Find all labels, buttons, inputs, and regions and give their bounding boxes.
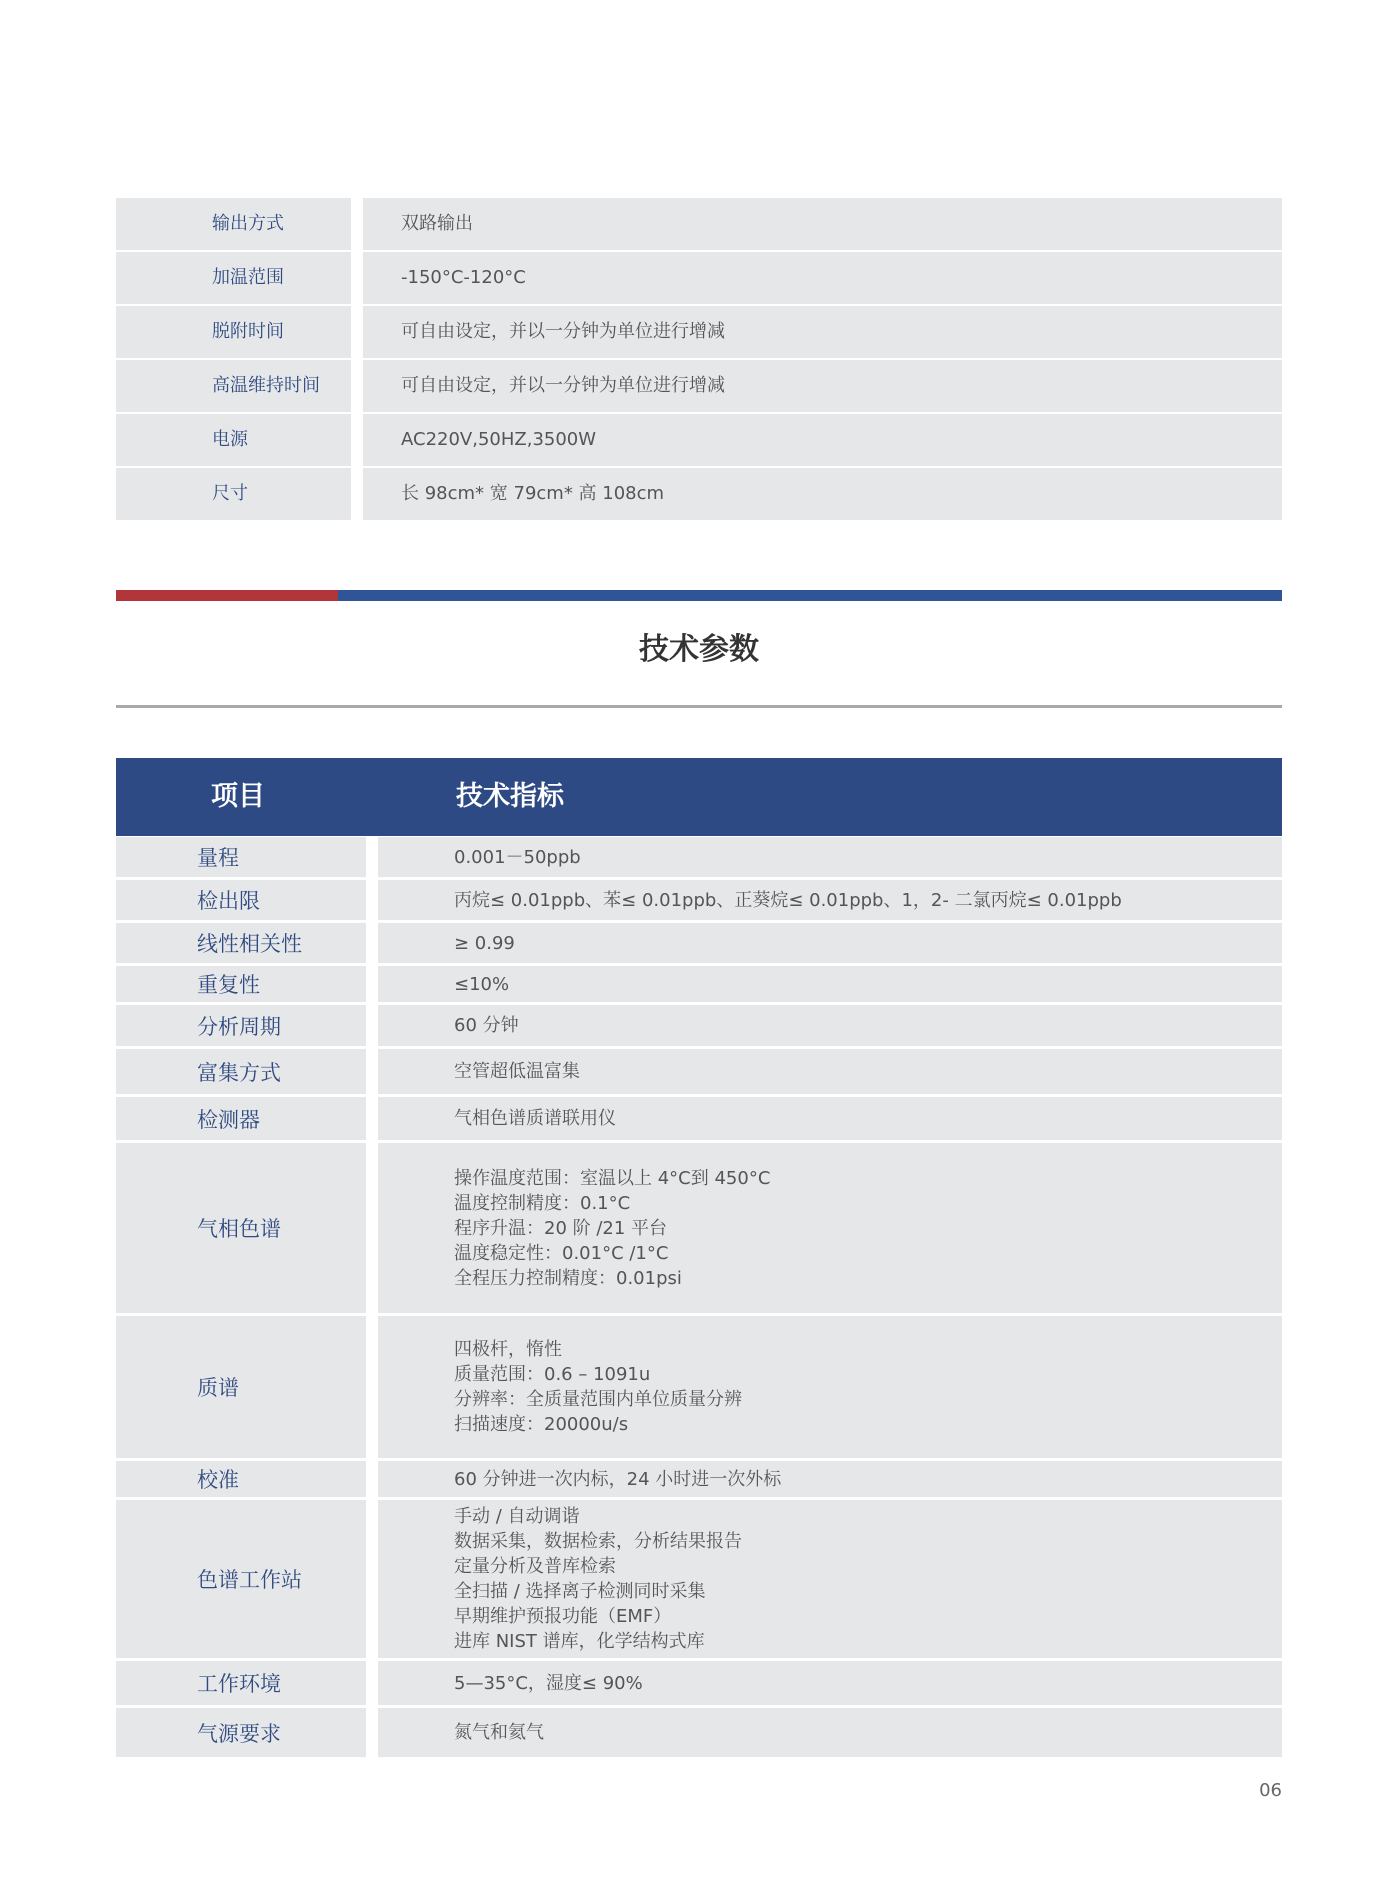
spec-row-label: 检测器 <box>116 1097 366 1140</box>
top-table-value: 长 98cm* 宽 79cm* 高 108cm <box>363 468 1282 520</box>
top-table-label: 加温范围 <box>116 252 351 304</box>
top-table-label: 高温维持时间 <box>116 360 351 412</box>
spec-value-line: 温度控制精度：0.1°C <box>454 1192 631 1214</box>
spec-row-label: 分析周期 <box>116 1005 366 1046</box>
spec-table-row <box>116 923 1282 963</box>
header-item-label: 项目 <box>211 781 265 812</box>
spec-value-line: 5—35°C，湿度≤ 90% <box>454 1672 643 1694</box>
spec-table-row <box>116 837 1282 877</box>
spec-value-line: 全程压力控制精度：0.01psi <box>454 1267 682 1289</box>
spec-row-value <box>378 1005 1282 1046</box>
spec-value-line: 扫描速度：20000u/s <box>454 1414 629 1435</box>
spec-row-label: 气源要求 <box>116 1708 366 1757</box>
top-table-label: 脱附时间 <box>116 306 351 358</box>
spec-row-label: 量程 <box>116 837 366 877</box>
spec-table-row <box>116 1461 1282 1497</box>
spec-table-row <box>116 1097 1282 1140</box>
spec-table-row <box>116 880 1282 920</box>
spec-row-label: 检出限 <box>116 880 366 920</box>
spec-table-row <box>116 1143 1282 1313</box>
spec-value-line: 四极杆，惰性 <box>454 1339 562 1360</box>
spec-row-label: 重复性 <box>116 966 366 1002</box>
spec-row-label: 质谱 <box>116 1316 366 1458</box>
spec-value-line: 手动 / 自动调谐 <box>454 1506 580 1527</box>
spec-table-row <box>116 1005 1282 1046</box>
spec-value-line: 氮气和氦气 <box>454 1722 544 1743</box>
spec-value-line: 气相色谱质谱联用仪 <box>454 1108 616 1129</box>
section-accent-bar-blue <box>338 590 1282 601</box>
spec-row-value <box>378 1097 1282 1140</box>
top-table-label: 电源 <box>116 414 351 466</box>
spec-row-label: 校准 <box>116 1461 366 1497</box>
spec-value-line: 60 分钟进一次内标，24 小时进一次外标 <box>454 1468 782 1490</box>
spec-table-row <box>116 966 1282 1002</box>
spec-row-value <box>378 1500 1282 1658</box>
spec-table-header <box>116 758 1282 836</box>
spec-row-value <box>378 1143 1282 1313</box>
section-title-rule <box>116 705 1282 708</box>
top-table-row <box>116 198 1282 250</box>
spec-row-label: 工作环境 <box>116 1661 366 1705</box>
section-title: 技术参数 <box>639 632 759 667</box>
top-table-row <box>116 252 1282 304</box>
spec-value-line: 温度稳定性：0.01°C /1°C <box>454 1242 669 1264</box>
top-table-row <box>116 306 1282 358</box>
top-table-row <box>116 414 1282 466</box>
spec-row-value <box>378 1461 1282 1497</box>
spec-value-line: 早期维护预报功能（EMF） <box>454 1606 672 1627</box>
spec-table-body <box>116 837 1282 1760</box>
spec-value-line: 分辨率：全质量范围内单位质量分辨 <box>454 1389 742 1410</box>
top-table-value: -150°C-120°C <box>363 252 1282 304</box>
spec-table-row <box>116 1708 1282 1757</box>
spec-value-line: 0.001－50ppb <box>454 846 581 868</box>
spec-value-line: 质量范围：0.6 – 1091u <box>454 1364 651 1385</box>
top-table-value: AC220V,50HZ,3500W <box>363 414 1282 466</box>
spec-row-value <box>378 880 1282 920</box>
top-table-value: 可自由设定，并以一分钟为单位进行增减 <box>363 306 1282 358</box>
spec-table-row <box>116 1049 1282 1094</box>
top-table-value: 双路输出 <box>363 198 1282 250</box>
spec-value-line: 定量分析及普库检索 <box>454 1556 616 1577</box>
top-table-value: 可自由设定，并以一分钟为单位进行增减 <box>363 360 1282 412</box>
spec-value-line: 程序升温：20 阶 /21 平台 <box>454 1217 668 1239</box>
top-table-row <box>116 468 1282 520</box>
section-accent-bar-red <box>116 590 338 601</box>
spec-row-label: 气相色谱 <box>116 1143 366 1313</box>
spec-table-row <box>116 1661 1282 1705</box>
spec-value-line: 进库 NIST 谱库，化学结构式库 <box>454 1631 705 1652</box>
spec-value-line: 全扫描 / 选择离子检测同时采集 <box>454 1581 706 1602</box>
spec-row-value <box>378 1316 1282 1458</box>
spec-row-label: 富集方式 <box>116 1049 366 1094</box>
top-spec-table <box>116 198 1282 522</box>
header-spec-label: 技术指标 <box>456 781 564 812</box>
spec-value-line: 数据采集，数据检索，分析结果报告 <box>454 1531 742 1552</box>
spec-value-line: 操作温度范围：室温以上 4°C到 450°C <box>454 1167 771 1189</box>
spec-value-line: 丙烷≤ 0.01ppb、苯≤ 0.01ppb、正葵烷≤ 0.01ppb、1，2- 二氯丙烷≤ 0.01ppb <box>454 889 1122 911</box>
spec-table-row <box>116 1316 1282 1458</box>
top-table-label: 输出方式 <box>116 198 351 250</box>
spec-row-label: 线性相关性 <box>116 923 366 963</box>
spec-row-label: 色谱工作站 <box>116 1500 366 1658</box>
spec-row-value <box>378 837 1282 877</box>
spec-value-line: ≤10% <box>454 973 510 995</box>
spec-row-value <box>378 1661 1282 1705</box>
spec-row-value <box>378 966 1282 1002</box>
spec-value-line: 60 分钟 <box>454 1015 519 1036</box>
page-number: 06 <box>1259 1780 1282 1801</box>
spec-row-value <box>378 1049 1282 1094</box>
spec-table-row <box>116 1500 1282 1658</box>
top-table-label: 尺寸 <box>116 468 351 520</box>
spec-value-line: 空管超低温富集 <box>454 1061 580 1082</box>
top-table-row <box>116 360 1282 412</box>
spec-row-value <box>378 923 1282 963</box>
spec-row-value <box>378 1708 1282 1757</box>
spec-value-line: ≥ 0.99 <box>454 932 515 954</box>
